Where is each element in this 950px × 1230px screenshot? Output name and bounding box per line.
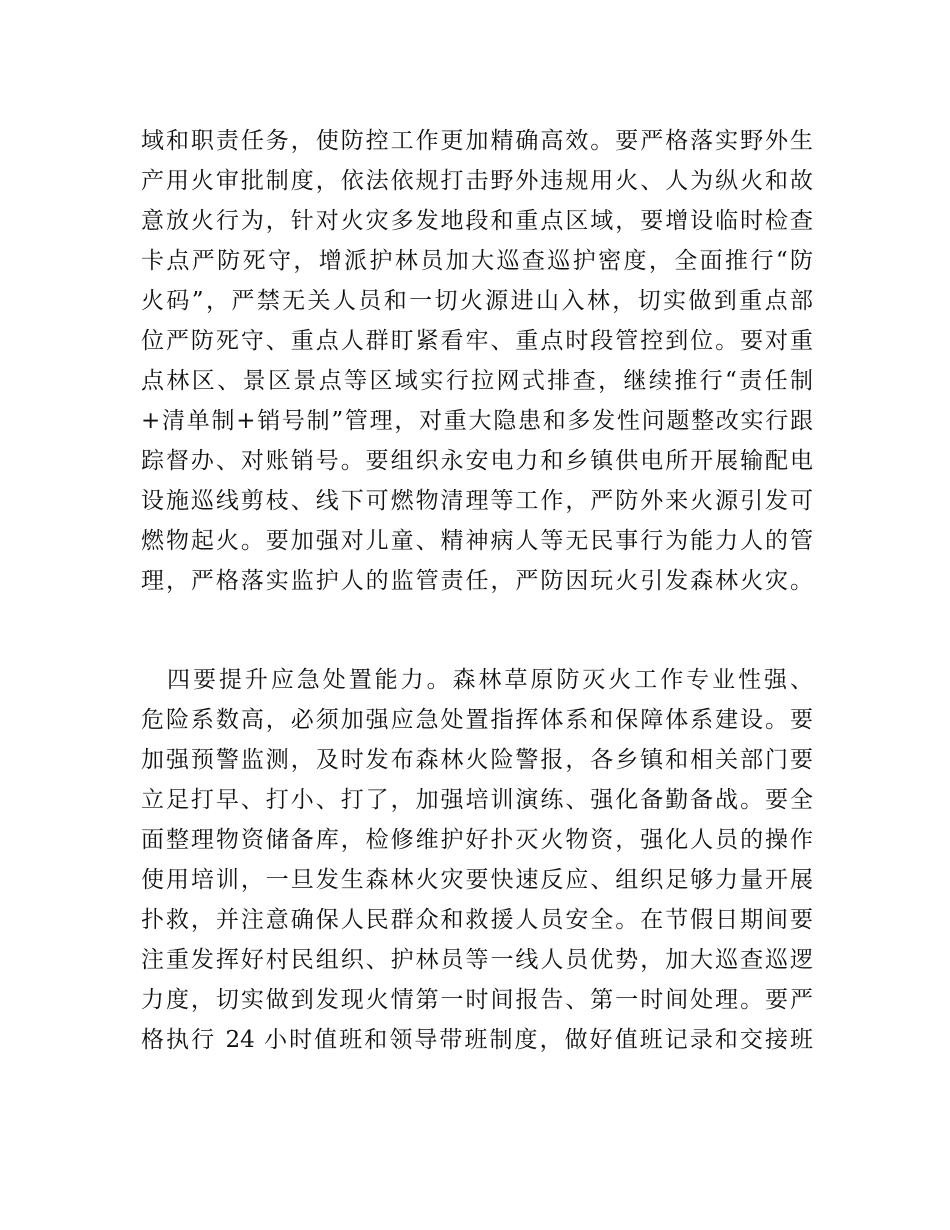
text-line: 火码”，严禁无关人员和一切火源进山入林，切实做到重点部	[141, 288, 813, 314]
text-line: 使用培训，一旦发生森林火灾要快速反应、组织足够力量开展	[141, 867, 813, 893]
text-line: 产用火审批制度，依法依规打击野外违规用火、人为纵火和故	[141, 168, 813, 194]
text-line: 理，严格落实监护人的监管责任，严防因玩火引发森林火灾。	[141, 568, 813, 594]
text-line: 面整理物资储备库，检修维护好扑灭火物资，强化人员的操作	[141, 827, 813, 853]
text-line: 加强预警监测，及时发布森林火险警报，各乡镇和相关部门要	[141, 747, 813, 773]
text-line: 点林区、景区景点等区域实行拉网式排查，继续推行“责任制	[141, 368, 813, 394]
text-line: 力度，切实做到发现火情第一时间报告、第一时间处理。要严	[141, 987, 813, 1013]
text-line: 格执行 24 小时值班和领导带班制度，做好值班记录和交接班	[141, 1027, 813, 1053]
paragraph-2	[141, 660, 813, 1060]
text-line: 立足打早、打小、打了，加强培训演练、强化备勤备战。要全	[141, 787, 813, 813]
text-line: 注重发挥好村民组织、护林员等一线人员优势，加大巡查巡逻	[141, 947, 813, 973]
text-line: 危险系数高，必须加强应急处置指挥体系和保障体系建设。要	[141, 707, 813, 733]
text-line: 位严防死守、重点人群盯紧看牢、重点时段管控到位。要对重	[141, 328, 813, 354]
text-line: 踪督办、对账销号。要组织永安电力和乡镇供电所开展输配电	[141, 448, 813, 474]
text-line: 扑救，并注意确保人民群众和救援人员安全。在节假日期间要	[141, 907, 813, 933]
text-line: 域和职责任务，使防控工作更加精确高效。要严格落实野外生	[141, 128, 813, 154]
text-line: 四要提升应急处置能力。森林草原防灭火工作专业性强、	[167, 667, 813, 693]
text-line: 意放火行为，针对火灾多发地段和重点区域，要增设临时检查	[141, 208, 813, 234]
text-line: 卡点严防死守，增派护林员加大巡查巡护密度，全面推行“防	[141, 248, 813, 274]
paragraph-1	[141, 121, 813, 601]
text-line: +清单制+销号制”管理，对重大隐患和多发性问题整改实行跟	[141, 408, 813, 434]
text-line: 设施巡线剪枝、线下可燃物清理等工作，严防外来火源引发可	[141, 488, 813, 514]
text-line: 燃物起火。要加强对儿童、精神病人等无民事行为能力人的管	[141, 528, 813, 554]
